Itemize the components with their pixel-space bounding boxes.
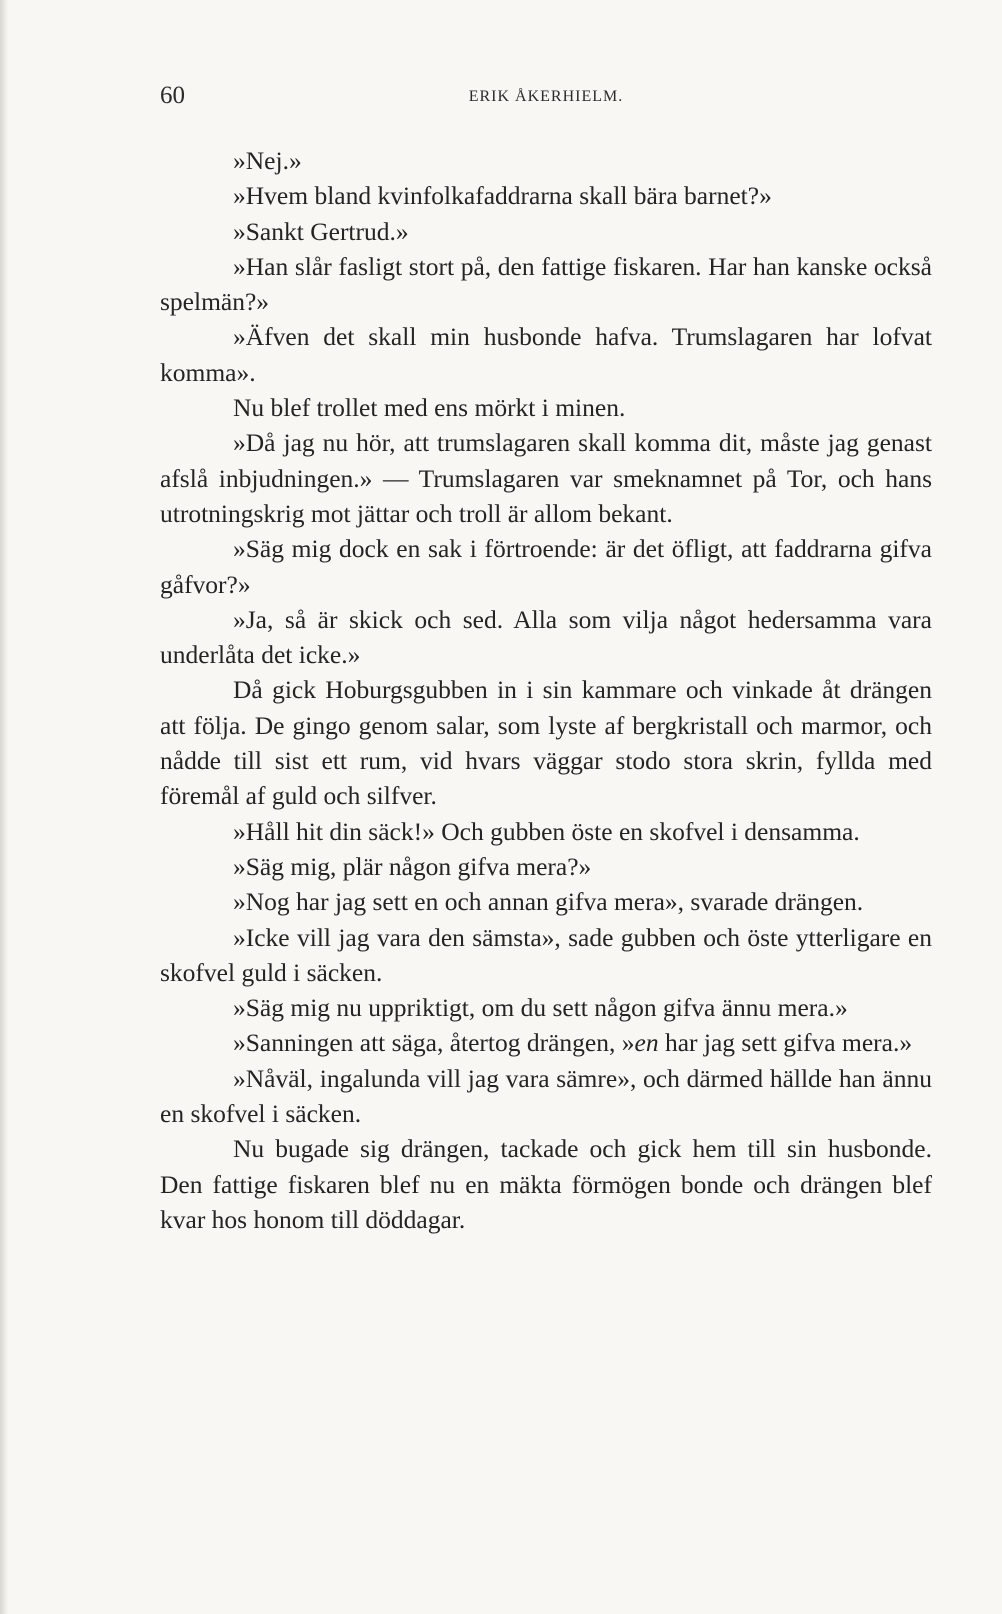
paragraph: »Icke vill jag vara den sämsta», sade gubben och öste ytterligare en skofvel guld i säcken. xyxy=(160,922,932,987)
paragraph: »Äfven det skall min husbonde hafva. Trumslagaren har lofvat komma». xyxy=(160,322,932,387)
paragraph: »Säg mig dock en sak i förtroende: är det öfligt, att faddrarna gifva gåfvor?» xyxy=(160,534,932,599)
paragraph-text: har jag sett gifva mera.» xyxy=(658,1028,913,1058)
paragraph-with-italic xyxy=(160,1025,932,1060)
paragraph: »Sankt Gertrud.» xyxy=(233,216,409,246)
running-head: ERIK ÅKERHIELM. xyxy=(468,88,624,105)
paragraph: »Säg mig nu uppriktigt, om du sett någon gifva ännu mera.» xyxy=(233,993,848,1023)
paragraph: »Säg mig, plär någon gifva mera?» xyxy=(233,851,592,881)
page-fold-shadow xyxy=(0,0,8,1614)
paragraph: »Hvem bland kvinfolkafaddrarna skall bära barnet?» xyxy=(233,181,772,211)
paragraph: »Han slår fasligt stort på, den fattige fiskaren. Har han kanske också spelmän?» xyxy=(160,251,932,317)
paragraph: Då gick Hoburgsgubben in i sin kammare och vinkade åt drängen att följa. De gingo genom salar, som lyste af bergkristall och marmor, och nådde till sist ett rum, vid hvars väggar stodo stora skrin, fyllda med föremål af guld och silfver. xyxy=(160,675,932,811)
paragraph: Nu blef trollet med ens mörkt i minen. xyxy=(233,393,626,423)
paragraph: »Nåväl, ingalunda vill jag vara sämre», och därmed hällde han ännu en skofvel i säcken. xyxy=(160,1063,932,1129)
paragraph: »Då jag nu hör, att trumslagaren skall komma dit, måste jag genast afslå inbjudningen.» — Trumslagaren var smeknamnet på Tor, och hans utrotningskrig mot jättar och troll är allom bekant. xyxy=(160,428,932,528)
italic-word: en xyxy=(634,1028,659,1058)
paragraph: »Håll hit din säck!» Och gubben öste en skofvel i densamma. xyxy=(233,816,860,846)
paragraph-text: »Sanningen att säga, återtog drängen, » xyxy=(233,1028,635,1058)
body-text xyxy=(160,143,932,1237)
paragraph: »Ja, så är skick och sed. Alla som vilja något hedersamma vara underlåta det icke.» xyxy=(160,604,932,670)
page-number: 60 xyxy=(160,82,185,109)
paragraph: Nu bugade sig drängen, tackade och gick hem till sin husbonde. Den fattige fiskaren blef nu en mäkta förmögen bonde och drängen blef kvar hos honom till döddagar. xyxy=(160,1134,932,1234)
page-header xyxy=(160,82,932,112)
paragraph: »Nej.» xyxy=(233,146,302,175)
paragraph: »Nog har jag sett en och annan gifva mera», svarade drängen. xyxy=(233,887,864,917)
